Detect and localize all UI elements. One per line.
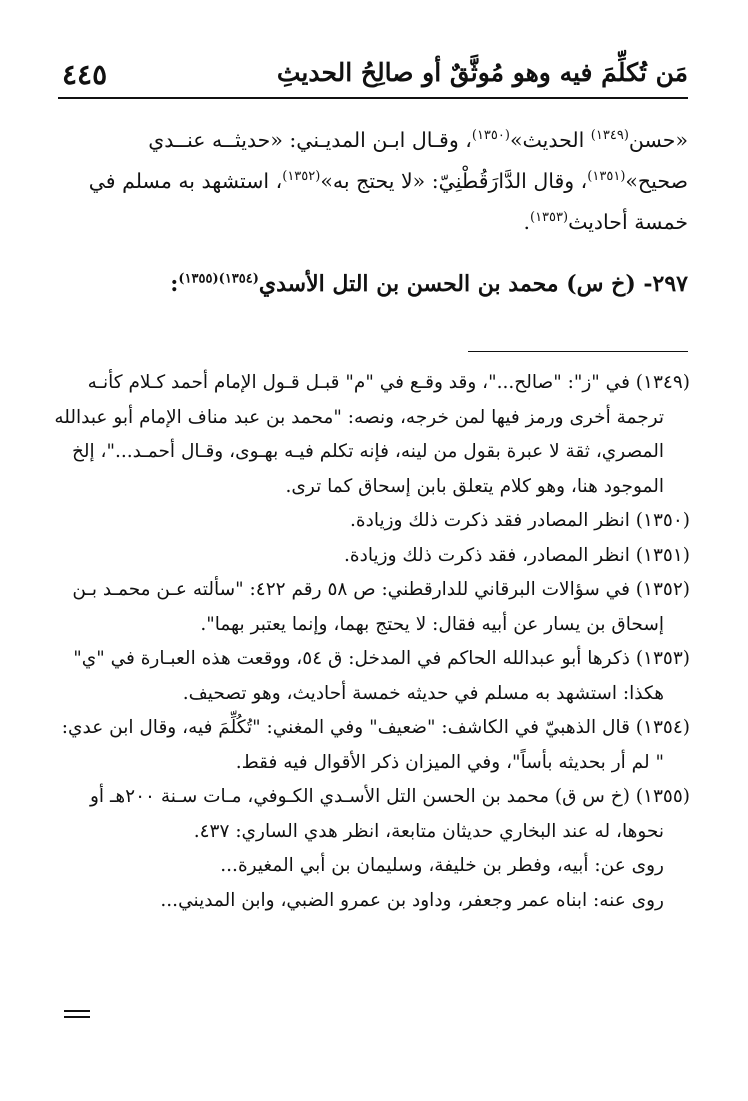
footnote	[58, 780, 690, 918]
entry-heading	[170, 271, 688, 297]
running-title: مَن تُكلِّمَ فيه وهو مُوثَّقٌ أو صالِحُ الحديثِ	[276, 58, 688, 87]
footnote-ref: (١٣٥٣)	[530, 210, 569, 226]
footnote-line: " لم أر بحديثه بأساً"، وفي الميزان ذكر الأقوال فيه فقط.	[235, 751, 664, 773]
main-text-run: .	[523, 210, 530, 234]
main-text	[58, 120, 688, 243]
main-text-run: صحيح»	[625, 169, 688, 193]
footnotes	[54, 366, 690, 918]
main-text-run: ، وقـال ابـن المديـني: «حديثــه عنــدي	[148, 128, 472, 152]
main-line	[58, 120, 688, 161]
footnote-line: نحوها، له عند البخاري حديثان متابعة، انظر هدي الساري: ٤٣٧.	[193, 820, 664, 842]
footnote-ref: (١٣٥٤)(١٣٥٥)	[178, 271, 259, 287]
footnote	[58, 539, 690, 574]
entry-colon: :	[170, 271, 179, 297]
footnote-line: (١٣٥٠) انظر المصادر فقد ذكرت ذلك وزيادة.	[350, 510, 690, 531]
footnote-line: (١٣٥٢) في سؤالات البرقاني للدارقطني: ص ٥٨ رقم ٤٢٢: "سألته عـن محمـد بـن	[72, 579, 690, 600]
page-end-mark	[64, 1010, 90, 1022]
footnote-line: إسحاق بن يسار عن أبيه فقال: لا يحتج بهما، وإنما يعتبر بهما".	[200, 613, 664, 635]
footnote-ref: (١٣٥٠)	[471, 128, 510, 144]
footnote-ref: (١٣٥٢)	[282, 169, 321, 185]
footnote-line: (١٣٤٩) في "ز": "صالح..."، وقد وقـع في "م" قبـل قـول الإمام أحمد كـلام كأنـه	[87, 372, 690, 393]
footnote-line: الموجود هنا، وهو كلام يتعلق بابن إسحاق كما ترى.	[285, 475, 664, 497]
footnote	[58, 711, 690, 780]
main-text-run: خمسة أحاديث	[568, 210, 688, 234]
main-text-run: ، وقال الدَّارَقُطْنِيّ: «لا يحتج به»	[320, 169, 588, 193]
header-rule	[58, 97, 688, 99]
footnote	[58, 642, 690, 711]
main-text-run: «حسن	[628, 128, 688, 152]
footnote-line: ترجمة أخرى ورمز فيها لمن خرجه، ونصه: "محمد بن عبد مناف الإمام أبو عبدالله	[54, 406, 664, 428]
entry-number: ٢٩٧- (خ س)	[558, 271, 688, 297]
entry-name: محمد بن الحسن بن التل الأسدي	[258, 271, 559, 297]
footnote-line: (١٣٥٣) ذكرها أبو عبدالله الحاكم في المدخل: ق ٥٤، ووقعت هذه العبـارة في "ي"	[73, 648, 690, 669]
footnote-line: (١٣٥٥) (خ س ق) محمد بن الحسن التل الأسـدي الكـوفي، مـات سـنة ٢٠٠هـ أو	[90, 786, 690, 807]
footnote-line: روى عنه: ابناه عمر وجعفر، وداود بن عمرو الضبي، وابن المديني...	[160, 889, 664, 911]
footnote-line: روى عن: أبيه، وفطر بن خليفة، وسليمان بن أبي المغيرة...	[220, 855, 664, 876]
main-line	[58, 202, 688, 243]
footnote-line: (١٣٥١) انظر المصادر، فقد ذكرت ذلك وزيادة.	[344, 544, 690, 566]
footnote-line: (١٣٥٤) قال الذهبيّ في الكاشف: "ضعيف" وفي المغني: "تُكُلِّمَ فيه، وقال ابن عدي:	[61, 717, 690, 738]
main-line	[58, 161, 688, 202]
main-text-run: ، استشهد به مسلم في	[88, 169, 283, 193]
footnote-line: هكذا: استشهد به مسلم في حديثه خمسة أحاديث، وهو تصحيف.	[182, 682, 664, 704]
footnote-ref: (١٣٥١)	[587, 169, 626, 185]
footnote-ref: (١٣٤٩)	[590, 128, 629, 144]
footnote	[58, 573, 690, 642]
footnote-separator	[468, 351, 688, 352]
main-text-run: الحديث»	[509, 128, 591, 152]
page-header	[58, 52, 688, 98]
footnote	[54, 366, 690, 504]
footnote	[58, 504, 690, 539]
page-number: ٤٤٥	[62, 58, 108, 91]
footnote-line: المصري، ثقة لا عبرة بقول من لينه، فإنه تكلم فيـه بهـوى، وقـال أحمـد..."، إلخ	[71, 441, 664, 462]
